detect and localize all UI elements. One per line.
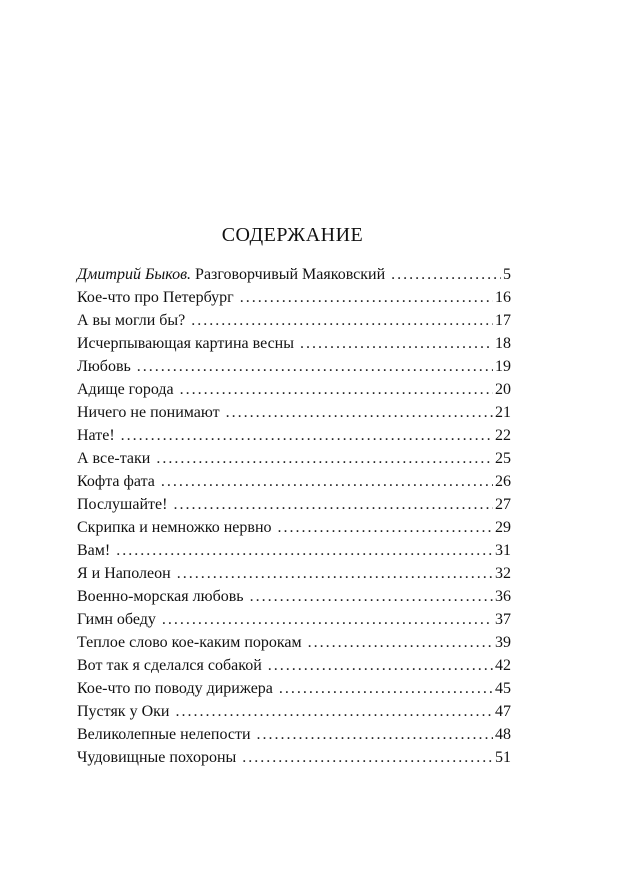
toc-entry [77,726,511,749]
toc-entry-title: Любовь [77,358,131,375]
toc-entry-page: 18 [495,335,511,352]
dot-leader [177,565,493,583]
toc-entry-title: Я и Наполеон [77,565,171,582]
toc-entry-title: А все-таки [77,450,151,467]
toc-entry-title: А вы могли бы? [77,312,186,329]
toc-entry [77,358,511,381]
toc-entry [77,289,511,312]
dot-leader [162,611,493,629]
toc-entry-page: 17 [495,312,511,329]
table-of-contents [77,266,511,772]
toc-entry [77,542,511,565]
toc-entry [77,680,511,703]
dot-leader [121,427,493,445]
dot-leader [250,588,493,606]
toc-entry [77,611,511,634]
dot-leader [173,496,493,514]
toc-entry-title: Скрипка и немножко нервно [77,519,272,536]
toc-entry-page: 36 [495,588,511,605]
toc-entry-title: Вот так я сделался собакой [77,657,262,674]
toc-entry-page: 51 [495,749,511,766]
toc-entry-page: 45 [495,680,511,697]
toc-entry-page: 32 [495,565,511,582]
toc-entry-title: Кое-что по поводу дирижера [77,680,273,697]
toc-entry-page: 29 [495,519,511,536]
toc-entry-page: 37 [495,611,511,628]
toc-entry-title: Адище города [77,381,174,398]
dot-leader [300,335,493,353]
toc-entry-page: 31 [495,542,511,559]
toc-entry-title: Чудовищные похороны [77,749,237,766]
dot-leader [242,749,493,767]
dot-leader [191,312,493,330]
toc-entry-page: 19 [495,358,511,375]
toc-entry-page: 5 [503,266,511,283]
toc-entry [77,335,511,358]
toc-entry [77,565,511,588]
page-title: СОДЕРЖАНИЕ [221,224,364,246]
toc-entry-title: Ничего не понимают [77,404,220,421]
toc-entry [77,703,511,726]
toc-entry [77,496,511,519]
toc-entry-page: 42 [495,657,511,674]
toc-entry-page: 20 [495,381,511,398]
toc-entry-page: 21 [495,404,511,421]
toc-entry [77,657,511,680]
toc-entry-title: Кое-что про Петербург [77,289,234,306]
toc-entry-page: 26 [495,473,511,490]
toc-entry [77,749,511,772]
toc-entry-page: 22 [495,427,511,444]
dot-leader [137,358,493,376]
dot-leader [391,266,501,284]
dot-leader [257,726,494,744]
toc-entry-page: 27 [495,496,511,513]
dot-leader [268,657,493,675]
toc-entry-title-text: Разговорчивый Маяковский [195,266,386,283]
toc-entry [77,450,511,473]
toc-entry-page: 48 [495,726,511,743]
toc-entry [77,473,511,496]
dot-leader [240,289,493,307]
toc-entry [77,588,511,611]
toc-entry [77,634,511,657]
toc-entry-preface [77,266,511,289]
toc-entry [77,312,511,335]
dot-leader [116,542,493,560]
dot-leader [156,450,493,468]
dot-leader [278,519,493,537]
toc-entry-title: Послушайте! [77,496,168,513]
dot-leader [279,680,493,698]
toc-entry-page: 25 [495,450,511,467]
toc-entry [77,381,511,404]
toc-entry-title: Вам! [77,542,111,559]
toc-entry-title: Исчерпывающая картина весны [77,335,294,352]
toc-entry [77,519,511,542]
toc-entry-title: Кофта фата [77,473,155,490]
toc-entry [77,404,511,427]
toc-entry-title: Гимн обеду [77,611,156,628]
toc-entry-page: 16 [495,289,511,306]
dot-leader [308,634,493,652]
dot-leader [226,404,493,422]
toc-entry [77,427,511,450]
toc-entry-title: Теплое слово кое-каким порокам [77,634,302,651]
toc-entry-title [77,266,385,284]
toc-entry-page: 47 [495,703,511,720]
toc-entry-title: Пустяк у Оки [77,703,170,720]
dot-leader [175,703,493,721]
toc-entry-page: 39 [495,634,511,651]
toc-entry-title: Великолепные нелепости [77,726,251,743]
toc-entry-author: Дмитрий Быков. [77,266,192,283]
toc-entry-title: Военно-морская любовь [77,588,244,605]
dot-leader [161,473,493,491]
toc-entry-title: Нате! [77,427,115,444]
dot-leader [180,381,493,399]
